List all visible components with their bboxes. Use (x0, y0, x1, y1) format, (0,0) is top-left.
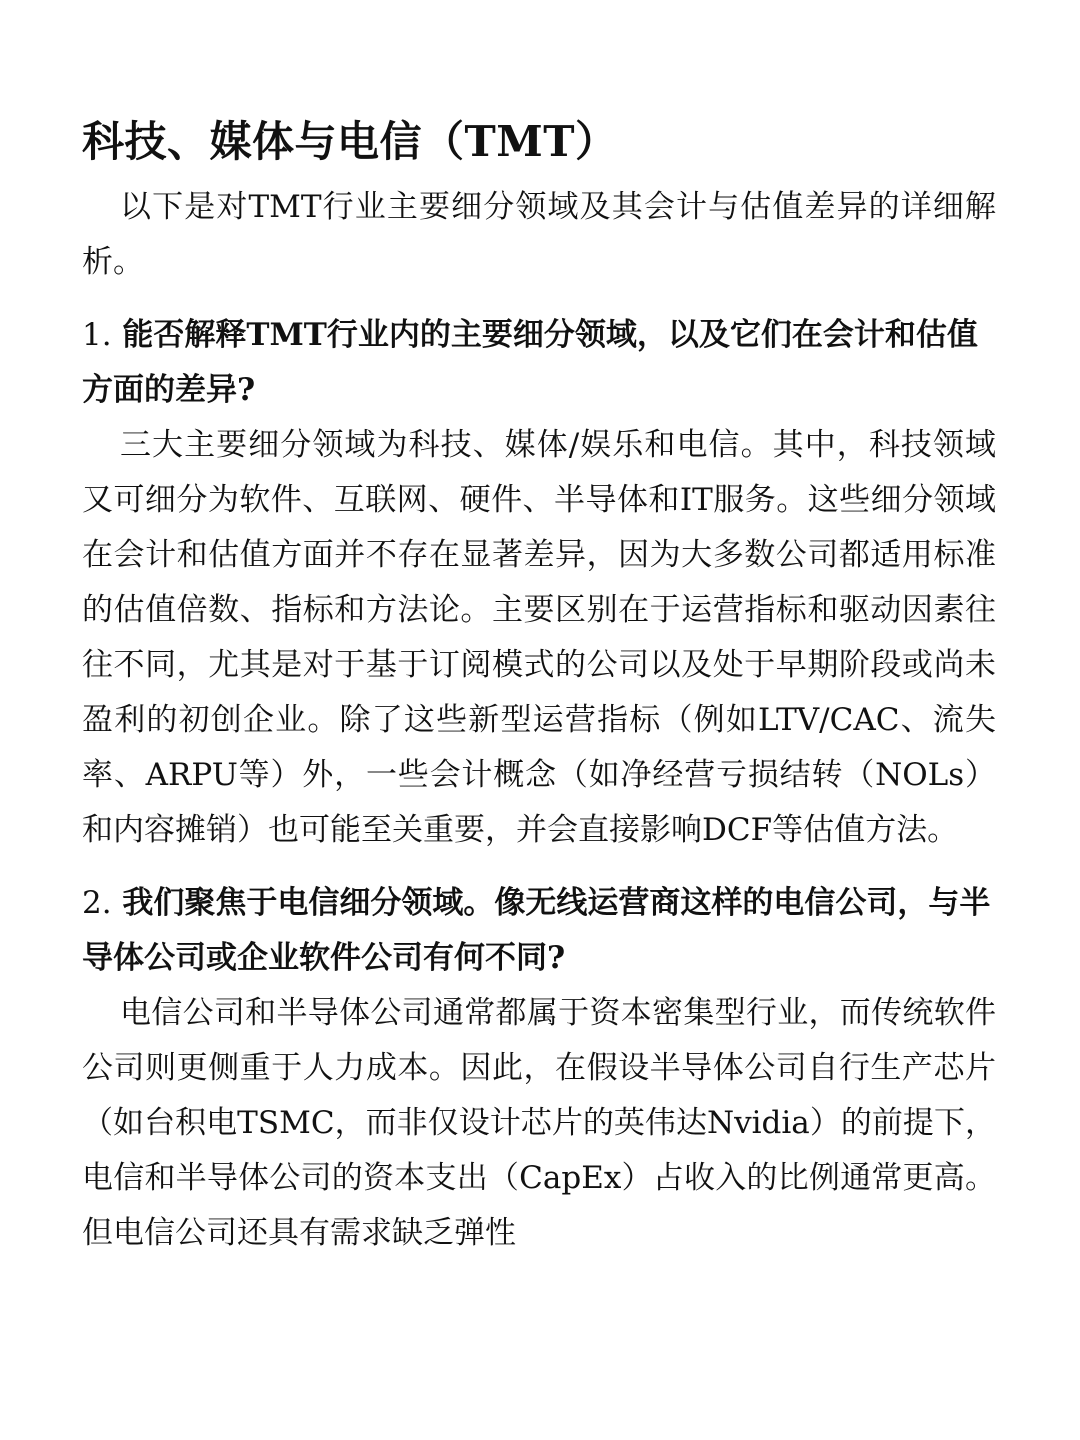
answer-1-paragraph: 三大主要细分领域为科技、媒体/娱乐和电信。其中，科技领域又可细分为软件、互联网、硬件、半导体和IT服务。这些细分领域在会计和估值方面并不存在显著差异，因为大多数公司都适用标准的估值倍数、指标和方法论。主要区别在于运营指标和驱动因素往往不同，尤其是对于基于订阅模式的公司以及处于早期阶段或尚未盈利的初创企业。除了这些新型运营指标（例如LTV/CAC、流失率、ARPU等）外，一些会计概念（如净经营亏损结转（NOLs）和内容摊销）也可能至关重要，并会直接影响DCF等估值方法。 (82, 427, 996, 848)
question-2-number: 2. (82, 885, 112, 921)
question-2-text: 我们聚焦于电信细分领域。像无线运营商这样的电信公司，与半导体公司或企业软件公司有何不同? (82, 885, 991, 976)
question-2-heading (82, 876, 996, 986)
question-1-number: 1. (82, 317, 112, 353)
question-1-text: 能否解释TMT行业内的主要细分领域，以及它们在会计和估值方面的差异? (82, 317, 978, 408)
question-1-heading (82, 308, 996, 418)
document-page (82, 112, 996, 1261)
answer-2-paragraph: 电信公司和半导体公司通常都属于资本密集型行业，而传统软件公司则更侧重于人力成本。因此，在假设半导体公司自行生产芯片（如台积电TSMC，而非仅设计芯片的英伟达Nvidia）的前提下，电信和半导体公司的资本支出（CapEx）占收入的比例通常更高。但电信公司还具有需求缺乏弹性 (82, 995, 996, 1251)
page-title: 科技、媒体与电信（TMT） (82, 117, 618, 166)
intro-paragraph: 以下是对TMT行业主要细分领域及其会计与估值差异的详细解析。 (82, 189, 996, 280)
